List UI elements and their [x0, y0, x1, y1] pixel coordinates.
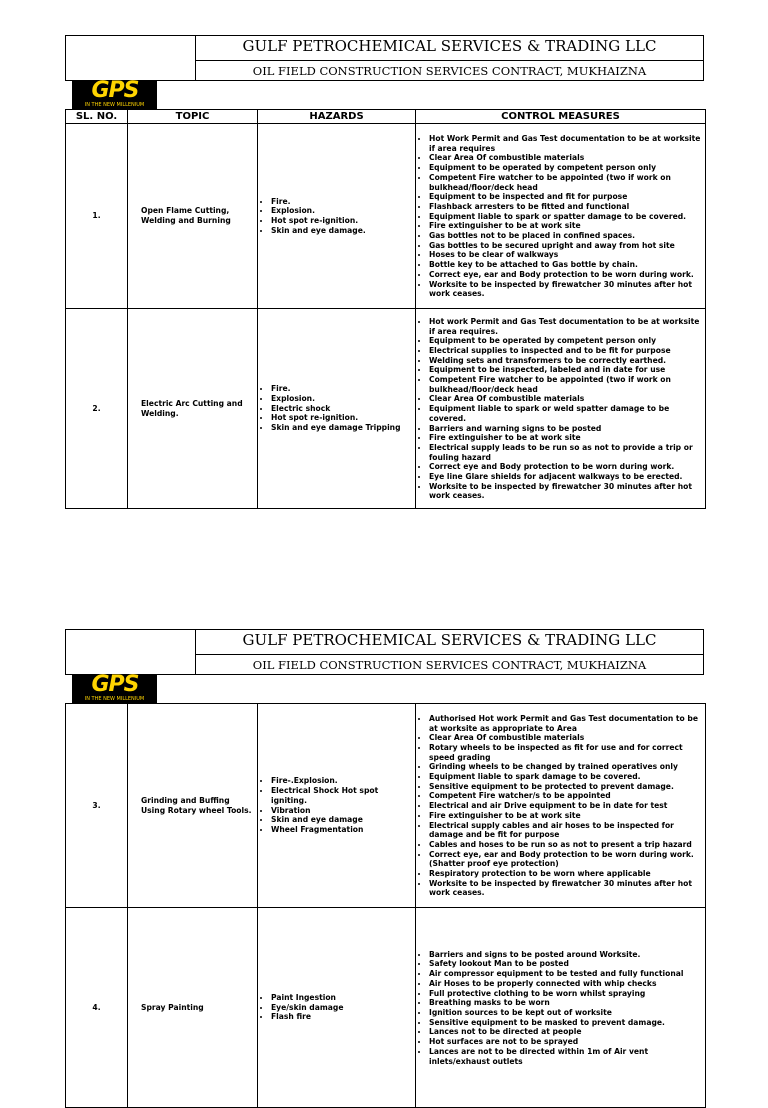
control-item: • Competent Fire watcher/s to be appointed: [429, 791, 704, 801]
row-controls: [416, 704, 706, 908]
control-item: • Sensitive equipment to be protected to prevent damage.: [429, 782, 704, 792]
hazard-item: • Paint Ingestion: [271, 993, 414, 1003]
control-item: • Ignition sources to be kept out of worksite: [429, 1008, 704, 1018]
control-item: • Gas bottles to be secured upright and away from hot site: [429, 241, 704, 251]
control-item: • Barriers and warning signs to be posted: [429, 424, 704, 434]
control-item: • Breathing masks to be worn: [429, 998, 704, 1008]
hazard-item: • Electrical Shock Hot spot igniting.: [271, 786, 414, 805]
contract-title: OIL FIELD CONSTRUCTION SERVICES CONTRACT, MUKHAIZNA: [196, 654, 703, 672]
hazard-item: • Skin and eye damage Tripping: [271, 423, 414, 433]
header-left-cell: [66, 36, 196, 80]
control-item: • Authorised Hot work Permit and Gas Test documentation to be at worksite as appropriate to Area: [429, 714, 704, 733]
col-control-measures: CONTROL MEASURES: [416, 110, 706, 124]
table-row: [66, 124, 706, 309]
control-item: • Lances are not to be directed within 1m of Air vent inlets/exhaust outlets: [429, 1047, 704, 1066]
control-item: • Grinding wheels to be changed by trained operatives only: [429, 762, 704, 772]
hazard-item: • Eye/skin damage: [271, 1003, 414, 1013]
col-topic: TOPIC: [128, 110, 258, 124]
control-item: • Clear Area Of combustible materials: [429, 153, 704, 163]
hazard-item: • Fire.: [271, 384, 414, 394]
table-row: [66, 704, 706, 908]
contract-title: OIL FIELD CONSTRUCTION SERVICES CONTRACT, MUKHAIZNA: [196, 60, 703, 78]
control-item: • Competent Fire watcher to be appointed (two if work on bulkhead/floor/deck head: [429, 375, 704, 394]
row-topic: Open Flame Cutting, Welding and Burning: [128, 124, 258, 309]
control-item: • Clear Area Of combustible materials: [429, 733, 704, 743]
table-header-row: [66, 110, 706, 124]
row-topic: Grinding and Buffing Using Rotary wheel Tools.: [128, 704, 258, 908]
control-item: • Respiratory protection to be worn where applicable: [429, 869, 704, 879]
gps-logo-2: [72, 672, 157, 703]
control-item: • Equipment to be inspected, labeled and in date for use: [429, 365, 704, 375]
company-name: GULF PETROCHEMICAL SERVICES & TRADING LLC: [242, 631, 657, 649]
row-sl-no: 4.: [66, 908, 128, 1108]
control-item: • Correct eye, ear and Body protection to be worn during work. (Shatter proof eye protection): [429, 850, 704, 869]
control-item: • Correct eye and Body protection to be worn during work.: [429, 462, 704, 472]
control-item: • Equipment to be operated by competent person only: [429, 163, 704, 173]
control-item: • Worksite to be inspected by firewatcher 30 minutes after hot work ceases.: [429, 482, 704, 501]
control-item: • Clear Area Of combustible materials: [429, 394, 704, 404]
control-item: • Gas bottles not to be placed in confined spaces.: [429, 231, 704, 241]
hazard-table-page-1: [65, 109, 706, 509]
row-sl-no: 1.: [66, 124, 128, 309]
table-row: [66, 309, 706, 509]
hazard-item: • Fire.: [271, 197, 414, 207]
gps-logo: [72, 78, 157, 109]
row-hazards: [258, 124, 416, 309]
control-item: • Eye line Glare shields for adjacent walkways to be erected.: [429, 472, 704, 482]
hazards-list: [259, 384, 414, 433]
hazards-list: [259, 197, 414, 236]
control-item: • Welding sets and transformers to be correctly earthed.: [429, 356, 704, 366]
row-sl-no: 3.: [66, 704, 128, 908]
header-left-cell: [66, 630, 196, 674]
control-item: • Equipment liable to spark or spatter damage to be covered.: [429, 212, 704, 222]
control-item: • Air compressor equipment to be tested and fully functional: [429, 969, 704, 979]
hazard-item: • Electric shock: [271, 404, 414, 414]
control-item: • Equipment liable to spark or weld spatter damage to be covered.: [429, 404, 704, 423]
page-header: [65, 35, 704, 81]
hazard-item: • Flash fire: [271, 1012, 414, 1022]
control-item: • Competent Fire watcher to be appointed (two if work on bulkhead/floor/deck head: [429, 173, 704, 192]
row-hazards: [258, 309, 416, 509]
row-controls: [416, 309, 706, 509]
col-sl-no: SL. NO.: [66, 110, 128, 124]
control-item: • Worksite to be inspected by firewatcher 30 minutes after hot work ceases.: [429, 879, 704, 898]
hazard-item: • Vibration: [271, 806, 414, 816]
controls-list: [417, 317, 704, 501]
hazard-item: • Explosion.: [271, 206, 414, 216]
controls-list: [417, 714, 704, 898]
hazard-item: • Explosion.: [271, 394, 414, 404]
hazards-list: [259, 776, 414, 834]
hazard-item: • Fire-.Explosion.: [271, 776, 414, 786]
control-item: • Fire extinguisher to be at work site: [429, 433, 704, 443]
control-item: • Fire extinguisher to be at work site: [429, 811, 704, 821]
control-item: • Rotary wheels to be inspected as fit for use and for correct speed grading: [429, 743, 704, 762]
logo-subtitle: IN THE NEW MILLENIUM: [84, 102, 145, 108]
hazard-table-page-2: [65, 703, 706, 1108]
controls-list: [417, 950, 704, 1066]
control-item: • Full protective clothing to be worn whilst spraying: [429, 989, 704, 999]
control-item: • Electrical and air Drive equipment to be in date for test: [429, 801, 704, 811]
control-item: • Hot surfaces are not to be sprayed: [429, 1037, 704, 1047]
control-item: • Correct eye, ear and Body protection to be worn during work.: [429, 270, 704, 280]
control-item: • Hot Work Permit and Gas Test documentation to be at worksite if area requires: [429, 134, 704, 153]
hazard-item: • Skin and eye damage: [271, 815, 414, 825]
hazard-item: • Skin and eye damage.: [271, 226, 414, 236]
control-item: • Hot work Permit and Gas Test documentation to be at worksite if area requires.: [429, 317, 704, 336]
hazard-item: • Hot spot re-ignition.: [271, 413, 414, 423]
row-topic: Electric Arc Cutting and Welding.: [128, 309, 258, 509]
logo-subtitle: IN THE NEW MILLENIUM: [84, 696, 145, 702]
control-item: • Lances not to be directed at people: [429, 1027, 704, 1037]
logo-text: GPS: [91, 78, 139, 103]
row-controls: [416, 908, 706, 1108]
control-item: • Equipment liable to spark damage to be covered.: [429, 772, 704, 782]
control-item: • Hoses to be clear of walkways: [429, 250, 704, 260]
control-item: • Air Hoses to be properly connected with whip checks: [429, 979, 704, 989]
control-item: • Bottle key to be attached to Gas bottle by chain.: [429, 260, 704, 270]
row-sl-no: 2.: [66, 309, 128, 509]
page-header-2: [65, 629, 704, 675]
row-hazards: [258, 908, 416, 1108]
logo-text: GPS: [91, 672, 139, 697]
row-topic: Spray Painting: [128, 908, 258, 1108]
control-item: • Equipment to be operated by competent person only: [429, 336, 704, 346]
control-item: • Electrical supply leads to be run so as not to provide a trip or fouling hazard: [429, 443, 704, 462]
control-item: • Electrical supply cables and air hoses to be inspected for damage and be fit for purpose: [429, 821, 704, 840]
control-item: • Electrical supplies to inspected and to be fit for purpose: [429, 346, 704, 356]
control-item: • Fire extinguisher to be at work site: [429, 221, 704, 231]
control-item: • Sensitive equipment to be masked to prevent damage.: [429, 1018, 704, 1028]
control-item: • Barriers and signs to be posted around Worksite.: [429, 950, 704, 960]
hazard-item: • Wheel Fragmentation: [271, 825, 414, 835]
control-item: • Safety lookout Man to be posted: [429, 959, 704, 969]
hazard-item: • Hot spot re-ignition.: [271, 216, 414, 226]
control-item: • Flashback arresters to be fitted and functional: [429, 202, 704, 212]
controls-list: [417, 134, 704, 299]
hazards-list: [259, 993, 414, 1022]
control-item: • Worksite to be inspected by firewatcher 30 minutes after hot work ceases.: [429, 280, 704, 299]
company-name: GULF PETROCHEMICAL SERVICES & TRADING LLC: [242, 37, 657, 55]
row-controls: [416, 124, 706, 309]
row-hazards: [258, 704, 416, 908]
col-hazards: HAZARDS: [258, 110, 416, 124]
control-item: • Equipment to be inspected and fit for purpose: [429, 192, 704, 202]
table-row: [66, 908, 706, 1108]
control-item: • Cables and hoses to be run so as not to present a trip hazard: [429, 840, 704, 850]
